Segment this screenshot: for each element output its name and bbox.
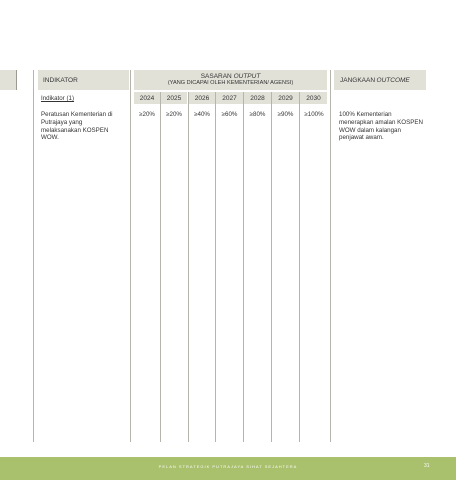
footer-title: PELAN STRATEGIK PUTRAJAYA SIHAT SEJAHTERA <box>158 464 298 469</box>
column-rule <box>243 92 244 442</box>
year-cell: 2030 <box>300 92 327 104</box>
jangkaan-outcome-header: JANGKAAN OUTCOME <box>334 70 426 90</box>
previous-column-stub <box>0 70 17 90</box>
outcome-text: 100% Kementerian menerapkan amalan KOSPEN WOW dalam kalangan penjawat awam. <box>339 111 423 142</box>
sasaran-subtitle: (YANG DICAPAI OLEH KEMENTERIAN/ AGENSI) <box>167 80 294 86</box>
target-value: ≥90% <box>277 111 294 118</box>
year-cell: 2024 <box>134 92 160 104</box>
indikator-header <box>38 70 129 90</box>
target-value: ≥20% <box>166 111 182 118</box>
column-rule <box>330 70 331 442</box>
target-value: ≥40% <box>194 111 210 118</box>
year-cell: 2029 <box>272 92 299 104</box>
column-rule <box>271 92 272 442</box>
page-number: 31 <box>424 463 430 469</box>
indicator-text: Peratusan Kementerian di Putrajaya yang melaksanakan KOSPEN WOW. <box>41 111 113 142</box>
year-cell: 2027 <box>216 92 243 104</box>
column-rule <box>299 92 300 442</box>
indikator-subheader: Indikator (1) <box>41 95 75 102</box>
indikator-header-label: INDIKATOR <box>43 76 78 84</box>
year-cell: 2026 <box>189 92 215 104</box>
sasaran-title: SASARAN OUTPUT <box>200 73 261 80</box>
target-value: ≥100% <box>304 111 324 118</box>
target-value: ≥60% <box>221 111 238 118</box>
year-cell: 2028 <box>244 92 271 104</box>
sasaran-output-header <box>134 70 327 90</box>
column-rule <box>215 92 216 442</box>
column-rule <box>33 70 34 442</box>
target-value: ≥80% <box>249 111 266 118</box>
target-value: ≥20% <box>139 111 155 118</box>
year-cell: 2025 <box>161 92 187 104</box>
column-rule <box>130 70 131 442</box>
column-rule <box>188 92 189 442</box>
column-rule <box>160 92 161 442</box>
